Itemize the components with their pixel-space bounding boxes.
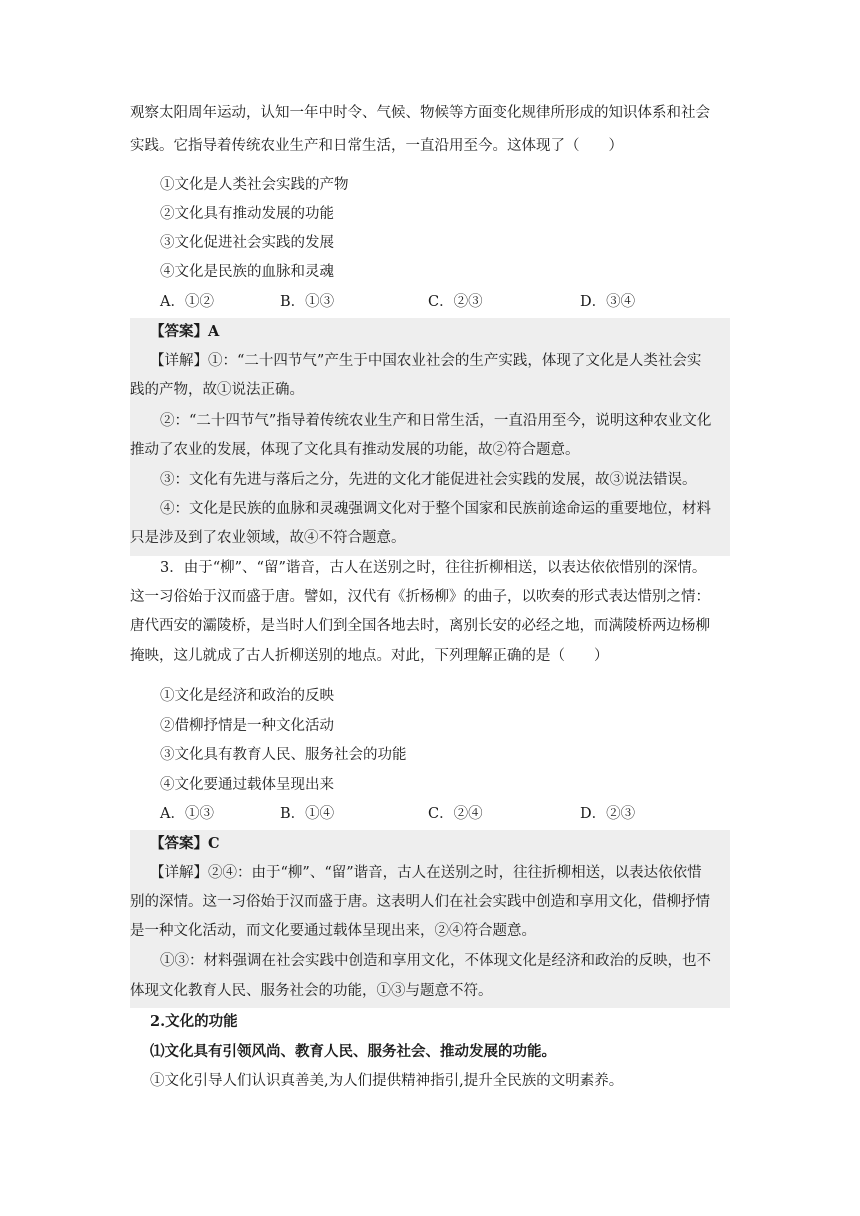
q2-stem-line-1: 观察太阳周年运动，认知一年中时令、气候、物候等方面变化规律所形成的知识体系和社会: [130, 105, 710, 121]
q2-detail-line-3: ②：“二十四节气”指导着传统农业生产和日常生活，一直沿用至今，说明这种农业文化: [160, 413, 712, 429]
q3-stem-line-3: 唐代西安的灞陵桥，是当时人们到全国各地去时，离别长安的必经之地，而满陵桥两边杨柳: [130, 618, 710, 634]
q2-option-a: A．①②: [160, 294, 214, 310]
q3-stem-line-1: 3．由于“柳”、“留”谐音，古人在送别之时，往往折柳相送，以表达依依惜别的深情。: [160, 560, 707, 576]
q3-option-a: A．①③: [160, 806, 214, 822]
section-line-1: ①文化引导人们认识真善美,为人们提供精神指引,提升全民族的文明素养。: [150, 1073, 624, 1089]
q3-detail-line-1: 【详解】②④：由于“柳”、“留”谐音，古人在送别之时，往往折柳相送，以表达依依惜: [150, 865, 702, 881]
q2-detail-line-1: 【详解】①：“二十四节气”产生于中国农业社会的生产实践，体现了文化是人类社会实: [150, 353, 702, 369]
q3-item-2: ②借柳抒情是一种文化活动: [160, 718, 334, 734]
q2-detail-line-6: ④：文化是民族的血脉和灵魂强调文化对于整个国家和民族前途命运的重要地位，材料: [160, 501, 711, 517]
q3-item-4: ④文化要通过载体呈现出来: [160, 777, 334, 793]
q3-option-b: B．①④: [280, 806, 335, 822]
q3-stem-line-2: 这一习俗始于汉而盛于唐。譬如，汉代有《折杨柳》的曲子，以吹奏的形式表达惜别之情：: [130, 589, 710, 605]
q2-option-b: B．①③: [280, 294, 335, 310]
q2-item-3: ③文化促进社会实践的发展: [160, 235, 334, 251]
q2-answer: 【答案】A: [150, 323, 220, 340]
q2-item-4: ④文化是民族的血脉和灵魂: [160, 264, 334, 280]
q3-detail-line-4: ①③：材料强调在社会实践中创造和享用文化，不体现文化是经济和政治的反映，也不: [160, 953, 711, 969]
q2-detail-line-7: 只是涉及到了农业领域，故④不符合题意。: [130, 530, 406, 546]
q2-option-c: C．②③: [428, 294, 483, 310]
q3-detail-line-5: 体现文化教育人民、服务社会的功能，①③与题意不符。: [130, 983, 493, 999]
q3-option-c: C．②④: [428, 806, 483, 822]
q3-detail-line-3: 是一种文化活动，而文化要通过载体呈现出来，②④符合题意。: [130, 923, 536, 939]
q3-item-1: ①文化是经济和政治的反映: [160, 688, 334, 704]
section-subheading: ⑴文化具有引领风尚、教育人民、服务社会、推动发展的功能。: [150, 1043, 556, 1060]
q3-item-3: ③文化具有教育人民、服务社会的功能: [160, 747, 407, 763]
q2-detail-line-4: 推动了农业的发展，体现了文化具有推动发展的功能，故②符合题意。: [130, 442, 580, 458]
q3-option-d: D．②③: [580, 806, 636, 822]
section-heading: 2.文化的功能: [150, 1013, 238, 1030]
q3-detail-line-2: 别的深情。这一习俗始于汉而盛于唐。这表明人们在社会实践中创造和享用文化，借柳抒情: [130, 894, 710, 910]
q3-stem-line-4: 掩映，这儿就成了古人折柳送别的地点。对此，下列理解正确的是（ ）: [130, 648, 609, 664]
q2-detail-line-2: 践的产物，故①说法正确。: [130, 382, 304, 398]
q2-item-1: ①文化是人类社会实践的产物: [160, 177, 349, 193]
q2-item-2: ②文化具有推动发展的功能: [160, 206, 334, 222]
q2-stem-line-2: 实践。它指导着传统农业生产和日常生活，一直沿用至今。这体现了（ ）: [130, 138, 623, 154]
q2-option-d: D．③④: [580, 294, 636, 310]
q3-answer: 【答案】C: [150, 835, 220, 852]
q2-detail-line-5: ③：文化有先进与落后之分，先进的文化才能促进社会实践的发展，故③说法错误。: [160, 472, 697, 488]
